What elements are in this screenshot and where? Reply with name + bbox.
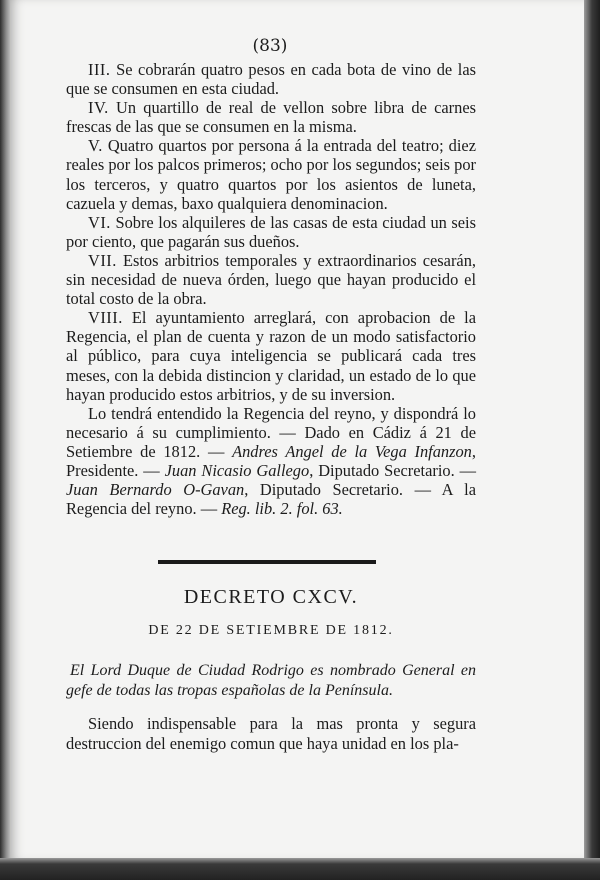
article-text: Se cobrarán quatro pesos en cada bota de vino de las que se consumen en esta ciudad. (66, 60, 476, 99)
registry-reference: Reg. lib. 2. fol. 63. (221, 499, 343, 519)
decree-date: DE 22 DE SETIEMBRE DE 1812. (148, 623, 394, 638)
signer-name: Andres Angel de la Vega Infanzon (232, 441, 472, 461)
section-divider (158, 560, 376, 564)
article-number: VIII. (88, 308, 123, 328)
signer-name: Juan Bernardo O-Gavan (66, 480, 245, 500)
signer-name: Juan Nicasio Gallego (164, 460, 310, 480)
decree-articles (66, 60, 476, 518)
article-viii (66, 308, 476, 403)
closing-text: , Diputado Secretario. — A la Regencia del reyno. — (66, 480, 476, 519)
decree-title: DECRETO CXCV. (183, 586, 359, 608)
closing-text: , Presidente. — (66, 441, 476, 480)
article-iii (66, 60, 476, 98)
article-v (66, 136, 476, 212)
article-text: El ayuntamiento arreglará, con aprobacion de la Regencia, el plan de cuenta y razon de un modo satisfactorio al público, para cuya inteligencia se publicará cada tres meses, con la debida distincion y claridad, un estado de lo que hayan producido estos arbitrios, y de su inversion. (66, 308, 476, 404)
article-text: Estos arbitrios temporales y extraordinarios cesarán, sin necesidad de nueva órden, luego que hayan producido el total costo de la obra. (66, 250, 476, 309)
article-text: Un quartillo de real de vellon sobre libra de carnes frescas de las que se consumen en la misma. (66, 98, 476, 137)
article-number: IV. (88, 98, 109, 118)
decree-body-text: Siendo indispensable para la mas pronta y segura destruccion del enemigo comun que haya unidad en los pla- (66, 714, 476, 753)
decree-summary: El Lord Duque de Ciudad Rodrigo es nombrado General en gefe de todas las tropas españolas de la Península. (66, 662, 476, 699)
closing-text: , Diputado Secretario. — (309, 460, 476, 480)
book-page (10, 0, 584, 860)
scanner-bottom-edge (0, 858, 600, 880)
article-iv (66, 98, 476, 136)
article-vii (66, 251, 476, 308)
article-number: III. (88, 60, 111, 79)
closing-text: Lo tendrá entendido la Regencia del reyno, y dispondrá lo necesario á su cumplimiento. — Dado en Cádiz á 21 de Setiembre de 1812. — (66, 403, 476, 461)
article-number: V. (88, 136, 103, 156)
article-text: Sobre los alquileres de las casas de esta ciudad un seis por ciento, que pagarán sus dueños. (66, 212, 476, 251)
article-text: Quatro quartos por persona á la entrada del teatro; diez reales por los palcos primeros; ocho por los segundos; seis por los terceros, y quatro quartos por los asientos de luneta, cazuela y demas, baxo qualquiera denominacion. (66, 136, 476, 213)
closing-paragraph (66, 404, 476, 519)
article-number: VI. (88, 212, 111, 232)
article-number: VII. (88, 250, 117, 270)
page-number: (83) (252, 36, 288, 56)
article-vi (66, 213, 476, 251)
